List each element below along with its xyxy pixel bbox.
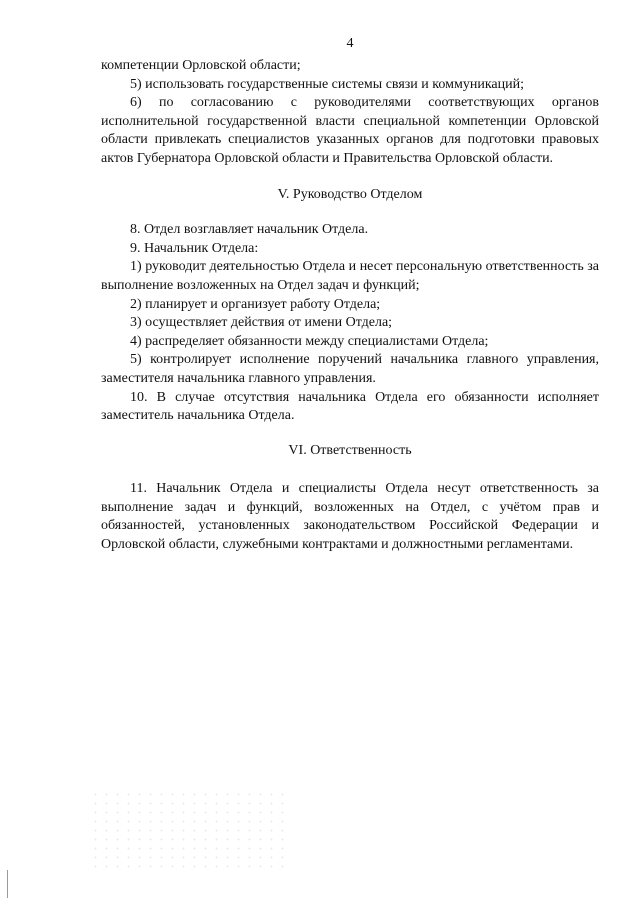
paragraph-9: 9. Начальник Отдела: <box>130 240 259 256</box>
paragraph-9-item-3: 3) осуществляет действия от имени Отдела; <box>130 315 393 331</box>
document-body <box>101 57 599 555</box>
paragraph-9-item-5: 5) контролирует исполнение поручений начальника главного управления, заместителя начальника главного управления. <box>101 352 599 386</box>
paragraph-11: 11. Начальник Отдела и специалисты Отдела несут ответственность за выполнение задач и функций, возложенных на Отдел, с учётом прав и обязанностей, установленных законодательством Российской Федерации и Орловской области, служебными контрактами и должностными регламентами. <box>101 481 599 553</box>
paragraph-9-item-1: 1) руководит деятельностью Отдела и несет персональную ответственность за выполнение возложенных на Отдел задач и функций; <box>101 259 599 293</box>
paragraph-item-5: 5) использовать государственные системы связи и коммуникаций; <box>130 76 524 92</box>
section-heading-v: V. Руководство Отделом <box>277 186 423 202</box>
paragraph-10: 10. В случае отсутствия начальника Отдела его обязанности исполняет заместитель начальника Отдела. <box>101 389 599 424</box>
paragraph-continuation: компетенции Орловской области; <box>101 58 301 73</box>
paragraph-8: 8. Отдел возглавляет начальник Отдела. <box>130 222 369 238</box>
scan-edge-mark <box>7 870 8 898</box>
paragraph-9-item-4: 4) распределяет обязанности между специалистами Отдела; <box>130 333 489 349</box>
page-number: 4 <box>346 36 354 51</box>
section-heading-vi: VI. Ответственность <box>288 442 412 458</box>
paragraph-9-item-2: 2) планирует и организует работу Отдела; <box>130 296 381 312</box>
paragraph-item-6: 6) по согласованию с руководителями соответствующих органов исполнительной государственной власти специальной компетенции Орловской области привлекать специалистов указанных органов для подготовки правовых актов Губернатора Орловской области и Правительства Орловской области. <box>101 95 599 166</box>
scan-noise <box>90 790 290 870</box>
